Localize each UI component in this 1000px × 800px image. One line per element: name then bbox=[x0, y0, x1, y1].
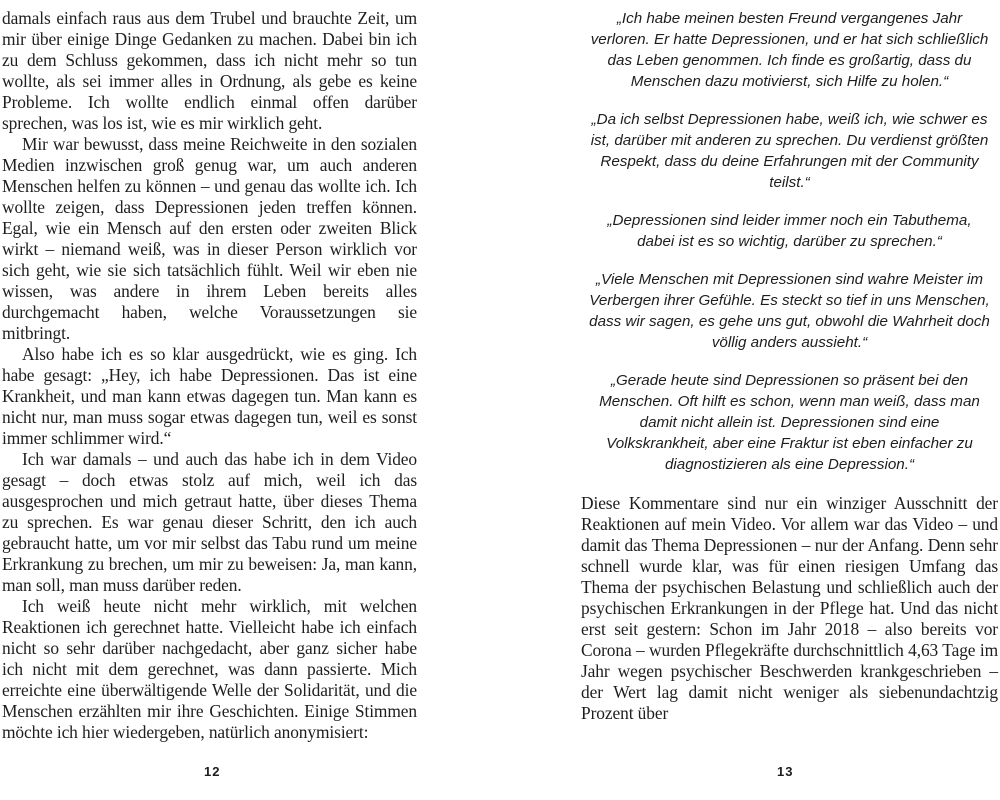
right-text-column bbox=[581, 8, 998, 724]
left-text-column bbox=[2, 8, 417, 743]
paragraph: Diese Kommentare sind nur ein winziger Ausschnitt der Reaktionen auf mein Video. Vor allem war das Video – und damit das Thema Depressionen – nur der Anfang. Denn sehr schnell wurde klar, was für einen riesigen Umfang das Thema der psychischen Belastung und schließlich auch der psychischen Erkrankungen in der Pflege hat. Und das nicht erst seit gestern: Schon im Jahr 2018 – also bereits vor Corona – wurden Pflegekräfte durchschnittlich 4,63 Tage im Jahr wegen psychischer Beschwerden krankgeschrieben – der Wert lag damit nicht weniger als siebenundachtzig Prozent über bbox=[581, 493, 998, 723]
quote: „Da ich selbst Depressionen habe, weiß ich, wie schwer es ist, darüber mit anderen zu sprechen. Du verdienst größten Respekt, dass du deine Erfahrungen mit der Community teilst.“ bbox=[590, 111, 989, 191]
reader-quotes bbox=[581, 8, 998, 475]
quote: „Gerade heute sind Depressionen so präsent bei den Menschen. Oft hilft es schon, wenn man weiß, dass man damit nicht allein ist. Depressionen sind eine Volkskrankheit, aber eine Fraktur ist eben einfacher zu diagnostizieren als eine Depression.“ bbox=[599, 372, 980, 473]
paragraph: Mir war bewusst, dass meine Reichweite in den sozialen Medien inzwischen groß genug war, um auch anderen Menschen helfen zu können – und genau das wollte ich. Ich wollte zeigen, dass Depressionen jeden treffen können. Egal, wie ein Mensch auf den ersten oder zweiten Blick wirkt – niemand weiß, was in dieser Person wirklich vor sich geht, wie sie sich tatsächlich fühlt. Weil wir eben nie wissen, was andere in ihrem Leben bereits alles durchgemacht haben, welche Voraussetzungen sie mitbringt. bbox=[2, 134, 417, 343]
paragraph: Ich weiß heute nicht mehr wirklich, mit welchen Reaktionen ich gerechnet hatte. Vielleicht habe ich einfach nicht so sehr darüber nachgedacht, aber ganz sicher habe ich nicht mit dem gerechnet, was dann passierte. Mich erreichte eine überwältigende Welle der Solidarität, und die Menschen erzählten mir ihre Geschichten. Einige Stimmen möchte ich hier wiedergeben, natürlich anonymisiert: bbox=[2, 596, 417, 742]
page-number-left: 12 bbox=[204, 764, 221, 779]
quote: „Ich habe meinen besten Freund vergangenes Jahr verloren. Er hatte Depressionen, und er hat sich schließlich das Leben genommen. Ich finde es großartig, dass du Menschen dazu motivierst, sich Hilfe zu holen.“ bbox=[590, 10, 989, 90]
paragraph: damals einfach raus aus dem Trubel und brauchte Zeit, um mir über einige Dinge Gedanken zu machen. Dabei bin ich zu dem Schluss gekommen, dass ich nicht mehr so tun wollte, als sei immer alles in Ordnung, als gebe es keine Probleme. Ich wollte endlich einmal offen darüber sprechen, was los ist, wie es mir wirklich geht. bbox=[2, 8, 417, 133]
page-number-right: 13 bbox=[777, 764, 794, 779]
right-page bbox=[500, 0, 1000, 800]
paragraph: Also habe ich es so klar ausgedrückt, wie es ging. Ich habe gesagt: „Hey, ich habe Depressionen. Das ist eine Krankheit, und man kann etwas dagegen tun. Man kann es nicht nur, man muss sogar etwas dagegen tun, weil es sonst immer schlimmer wird.“ bbox=[2, 344, 417, 448]
quote: „Depressionen sind leider immer noch ein Tabuthema, dabei ist es so wichtig, darüber zu sprechen.“ bbox=[607, 212, 972, 250]
quote: „Viele Menschen mit Depressionen sind wahre Meister im Verbergen ihrer Gefühle. Es steckt so tief in uns Menschen, dass wir sagen, es gehe uns gut, obwohl die Wahrheit doch völlig anders aussieht.“ bbox=[589, 271, 990, 351]
paragraph: Ich war damals – und auch das habe ich in dem Video gesagt – doch etwas stolz auf mich, weil ich das ausgesprochen und mich getraut hatte, über dieses Thema zu sprechen. Es war genau dieser Schritt, den ich auch gebraucht hatte, um vor mir selbst das Tabu rund um meine Erkrankung zu brechen, um mir zu beweisen: Ja, man kann, man soll, man muss darüber reden. bbox=[2, 449, 417, 595]
